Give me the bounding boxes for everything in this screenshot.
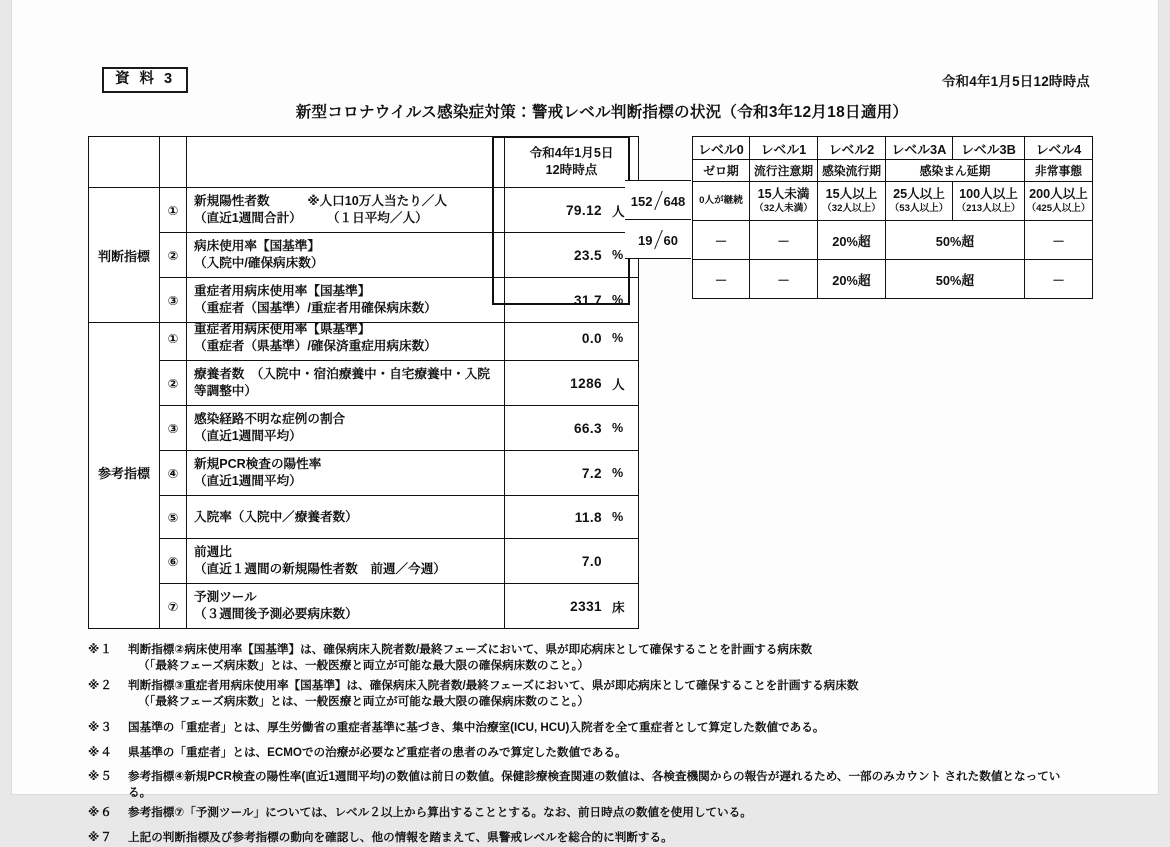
header-blank-label bbox=[187, 137, 505, 188]
row-label-line1: 入院率（入院中／療養者数） bbox=[194, 509, 358, 524]
row-unit: 人 bbox=[612, 204, 625, 219]
value-header-line2: 12時時点 bbox=[545, 163, 598, 177]
row-value-cell bbox=[505, 584, 639, 629]
reference-group-label: 参考指標 bbox=[89, 316, 160, 629]
fraction-row bbox=[625, 181, 691, 220]
footnote-line1: 参考指標④新規PCR検査の陽性率(直近1週間平均)の数値は前日の数値。保健診療検査関連の数値は、各検査機関からの報告が遅れるため、一部のみカウント bbox=[128, 769, 942, 783]
footnote-body bbox=[128, 769, 1083, 802]
row-label bbox=[187, 584, 505, 629]
row-label bbox=[187, 539, 505, 584]
row-label-line2: （直近1週間平均） bbox=[194, 474, 302, 488]
level-phase-0: ゼロ期 bbox=[693, 160, 750, 182]
level-name-3a: レベル3A bbox=[886, 137, 953, 160]
row-unit: % bbox=[612, 293, 624, 307]
level-name-3b: レベル3B bbox=[953, 137, 1025, 160]
row-value-cell bbox=[505, 278, 639, 323]
footnote-mark: ※５ bbox=[88, 769, 113, 783]
footnote-body bbox=[128, 642, 1083, 675]
footnote-line1: 県基準の「重症者」とは、ECMOでの治療が必要など重症者の患者のみで算定した数値である。 bbox=[128, 746, 627, 760]
level-criteria-3a bbox=[886, 182, 953, 221]
level-criteria-row bbox=[693, 182, 1093, 221]
fraction-column bbox=[625, 180, 691, 259]
level-threshold-row-severe-bed-usage bbox=[693, 260, 1093, 299]
footnote-line2: （「最終フェーズ病床数」とは、一般医療と両立が可能な最大限の確保病床数のこと。） bbox=[138, 695, 589, 709]
threshold-0: － bbox=[693, 221, 750, 260]
criteria-sub: （32人以上） bbox=[822, 203, 881, 215]
level-name-2: レベル2 bbox=[818, 137, 886, 160]
row-label-line1: 療養者数 （入院中・宿泊療養中・自宅療養中・入院 bbox=[194, 367, 490, 382]
row-unit: % bbox=[612, 248, 624, 262]
footnote-line1: 判断指標③重症者用病床使用率【国基準】は、確保病床入院者数/最終フェーズにおいて、県が即応病床として確保することを計画する病床数 bbox=[128, 678, 859, 692]
criteria-main: 25人以上 bbox=[893, 187, 945, 202]
level-threshold-row-bed-usage bbox=[693, 221, 1093, 260]
criteria-main: 200人以上 bbox=[1029, 187, 1088, 202]
level-criteria-2 bbox=[818, 182, 886, 221]
row-value: 1286 bbox=[570, 375, 602, 391]
as-of-timestamp: 令和4年1月5日12時時点 bbox=[941, 74, 1090, 89]
header-blank-group bbox=[89, 137, 160, 188]
level-name-0: レベル0 bbox=[693, 137, 750, 160]
level-criteria-3b bbox=[953, 182, 1025, 221]
row-label bbox=[187, 451, 505, 496]
footnote-line1: 国基準の「重症者」とは、厚生労働省の重症者基準に基づき、集中治療室(ICU, HCU)入院者を全て重症者として算定した数値である。 bbox=[128, 720, 825, 734]
level-name-4: レベル4 bbox=[1025, 137, 1093, 160]
document-tag: 資 料 3 bbox=[102, 67, 188, 93]
footnotes bbox=[88, 642, 1083, 847]
row-label bbox=[187, 278, 505, 323]
value-column-header bbox=[505, 137, 639, 188]
table-row bbox=[89, 406, 639, 451]
value-header-line1: 令和4年1月5日 bbox=[529, 146, 614, 160]
threshold-2: 20%超 bbox=[818, 260, 886, 299]
row-value-cell bbox=[505, 451, 639, 496]
criteria-main: 15人未満 bbox=[757, 187, 810, 202]
level-phase-2: 感染流行期 bbox=[818, 160, 886, 182]
judgment-indicator-table bbox=[88, 136, 639, 323]
threshold-1: － bbox=[750, 221, 818, 260]
level-phase-3: 感染まん延期 bbox=[886, 160, 1025, 182]
table-row bbox=[89, 278, 639, 323]
footnote-line1: 上記の判断指標及び参考指標の動向を確認し、他の情報を踏まえて、県警戒レベルを総合的に判断する。 bbox=[128, 831, 673, 845]
row-label bbox=[187, 406, 505, 451]
footnote-body bbox=[128, 805, 1083, 821]
row-label-line1: 新規PCR検査の陽性率 bbox=[194, 457, 322, 472]
footnote-line1: 参考指標⑦「予測ツール」については、レベル２以上から算出することとする。なお、前日時点の数値を使用している。 bbox=[128, 805, 752, 819]
row-label-line2: （３週間後予測必要病床数） bbox=[194, 607, 358, 621]
row-value: 23.5 bbox=[573, 247, 602, 263]
judgment-group-label: 判断指標 bbox=[89, 188, 160, 323]
fraction-slash-icon bbox=[654, 230, 663, 249]
table-header-row bbox=[89, 137, 639, 188]
level-criteria-1 bbox=[750, 182, 818, 221]
row-value: 79.12 bbox=[565, 202, 602, 218]
table-row bbox=[89, 188, 639, 233]
fraction-cell-severe-bed-usage bbox=[625, 220, 691, 259]
threshold-2: 20%超 bbox=[818, 221, 886, 260]
fraction-slash-icon bbox=[654, 191, 663, 210]
row-value-cell bbox=[505, 361, 639, 406]
threshold-4: － bbox=[1025, 260, 1093, 299]
footnote-mark: ※７ bbox=[88, 831, 113, 845]
footnote-7 bbox=[88, 830, 1083, 846]
row-value-cell bbox=[505, 233, 639, 278]
row-label-line1: 重症者用病床使用率【県基準】 bbox=[194, 322, 371, 337]
level-phase-row bbox=[693, 160, 1093, 182]
row-unit: % bbox=[612, 510, 624, 524]
fraction-numerator: 152 bbox=[630, 193, 653, 209]
fraction-row bbox=[625, 220, 691, 259]
row-unit: % bbox=[612, 466, 624, 480]
table-row bbox=[89, 233, 639, 278]
row-number: ④ bbox=[160, 451, 187, 496]
table-row bbox=[89, 361, 639, 406]
row-value: 0.0 bbox=[581, 330, 602, 346]
footnote-6 bbox=[88, 805, 1083, 821]
document-sheet bbox=[88, 62, 1091, 845]
fraction-numerator: 19 bbox=[638, 232, 653, 248]
threshold-0: － bbox=[693, 260, 750, 299]
table-row bbox=[89, 496, 639, 539]
row-value-cell bbox=[505, 496, 639, 539]
criteria-main: 0人が継続 bbox=[699, 195, 743, 207]
row-label-line2: （直近1週間合計） （１日平均／人） bbox=[194, 211, 428, 225]
row-value: 66.3 bbox=[573, 420, 602, 436]
row-label-line1: 前週比 bbox=[194, 545, 232, 560]
level-criteria-0 bbox=[693, 182, 750, 221]
row-value-cell bbox=[505, 188, 639, 233]
row-value: 11.8 bbox=[574, 509, 602, 525]
row-label-line2: （直近１週間の新規陽性者数 前週／今週） bbox=[194, 562, 446, 576]
criteria-main: 100人以上 bbox=[959, 187, 1018, 202]
footnote-line1: 判断指標②病床使用率【国基準】は、確保病床入院者数/最終フェーズにおいて、県が即応病床として確保することを計画する病床数 bbox=[128, 643, 813, 656]
footnote-5 bbox=[88, 769, 1083, 802]
footnote-mark: ※２ bbox=[88, 678, 113, 692]
row-number: ① bbox=[160, 188, 187, 233]
row-label-line2: （入院中/確保病床数） bbox=[194, 256, 324, 270]
criteria-sub: （32人未満） bbox=[754, 203, 813, 215]
row-number: ② bbox=[160, 361, 187, 406]
criteria-main: 15人以上 bbox=[825, 187, 878, 202]
row-label-line1: 感染経路不明な症例の割合 bbox=[194, 412, 346, 427]
row-number: ③ bbox=[160, 406, 187, 451]
page-title: 新型コロナウイルス感染症対策：警戒レベル判断指標の状況（令和3年12月18日適用） bbox=[295, 104, 909, 121]
criteria-sub: （53人以上） bbox=[889, 203, 949, 215]
row-value: 7.0 bbox=[581, 553, 602, 569]
fraction-cell-bed-usage bbox=[625, 181, 691, 220]
table-row bbox=[89, 584, 639, 629]
table-row bbox=[89, 539, 639, 584]
row-unit: 床 bbox=[612, 600, 625, 615]
threshold-4: － bbox=[1025, 221, 1093, 260]
footnote-4 bbox=[88, 745, 1083, 761]
threshold-1: － bbox=[750, 260, 818, 299]
row-label-line2: （重症者（国基準）/重症者用確保病床数） bbox=[194, 301, 437, 315]
row-number: ⑦ bbox=[160, 584, 187, 629]
footnote-mark: ※１ bbox=[88, 643, 113, 656]
fraction-denominator: 648 bbox=[663, 193, 686, 209]
level-phase-4: 非常事態 bbox=[1025, 160, 1093, 182]
footnote-body bbox=[128, 678, 1083, 711]
footnote-1 bbox=[88, 642, 1083, 675]
row-value-cell bbox=[505, 539, 639, 584]
row-number: ③ bbox=[160, 278, 187, 323]
row-unit: % bbox=[612, 331, 624, 345]
footnote-body bbox=[128, 720, 1083, 736]
criteria-sub: （425人以上） bbox=[1026, 203, 1091, 215]
row-label bbox=[187, 361, 505, 406]
level-phase-1: 流行注意期 bbox=[750, 160, 818, 182]
header-blank-num bbox=[160, 137, 187, 188]
row-value: 7.2 bbox=[581, 465, 602, 481]
footnote-3 bbox=[88, 720, 1083, 736]
row-value-cell bbox=[505, 406, 639, 451]
row-unit: % bbox=[612, 421, 624, 435]
judgment-indicator-section bbox=[88, 136, 1091, 315]
level-name-1: レベル1 bbox=[750, 137, 818, 160]
footnote-mark: ※６ bbox=[88, 805, 113, 819]
row-label-line1: 新規陽性者数 ※人口10万人当たり／人 bbox=[194, 194, 447, 209]
criteria-sub: （213人以上） bbox=[956, 203, 1021, 215]
reference-indicator-table bbox=[88, 315, 639, 629]
footnote-line2: （「最終フェーズ病床数」とは、一般医療と両立が可能な最大限の確保病床数のこと。） bbox=[138, 659, 589, 673]
row-number: ① bbox=[160, 316, 187, 361]
footnote-line2: された数値となっている。 bbox=[128, 769, 1061, 800]
row-label bbox=[187, 496, 505, 539]
row-label-line2: 等調整中） bbox=[194, 384, 257, 398]
footnote-body bbox=[128, 745, 1083, 761]
row-label-line2: （直近1週間平均） bbox=[194, 429, 302, 443]
row-number: ⑤ bbox=[160, 496, 187, 539]
row-label bbox=[187, 233, 505, 278]
row-number: ② bbox=[160, 233, 187, 278]
alert-level-table bbox=[692, 136, 1093, 299]
row-label-line1: 予測ツール bbox=[194, 590, 257, 605]
footnote-2 bbox=[88, 678, 1083, 711]
row-value: 2331 bbox=[570, 598, 602, 614]
footnote-body bbox=[128, 830, 1083, 846]
footnote-mark: ※４ bbox=[88, 746, 113, 760]
level-name-row bbox=[693, 137, 1093, 160]
threshold-3: 50%超 bbox=[886, 221, 1025, 260]
threshold-3: 50%超 bbox=[886, 260, 1025, 299]
level-criteria-4 bbox=[1025, 182, 1093, 221]
row-label-line1: 重症者用病床使用率【国基準】 bbox=[194, 284, 371, 299]
row-value: 31.7 bbox=[573, 292, 602, 308]
row-number: ⑥ bbox=[160, 539, 187, 584]
document-header bbox=[88, 62, 1090, 96]
table-row bbox=[89, 451, 639, 496]
row-label bbox=[187, 188, 505, 233]
row-label-line1: 病床使用率【国基準】 bbox=[194, 239, 320, 254]
fraction-denominator: 60 bbox=[663, 232, 678, 248]
document-page bbox=[12, 0, 1158, 845]
row-unit: 人 bbox=[612, 377, 625, 392]
footnote-mark: ※３ bbox=[88, 720, 113, 734]
row-label-line2: （重症者（県基準）/確保済重症用病床数） bbox=[194, 339, 437, 353]
